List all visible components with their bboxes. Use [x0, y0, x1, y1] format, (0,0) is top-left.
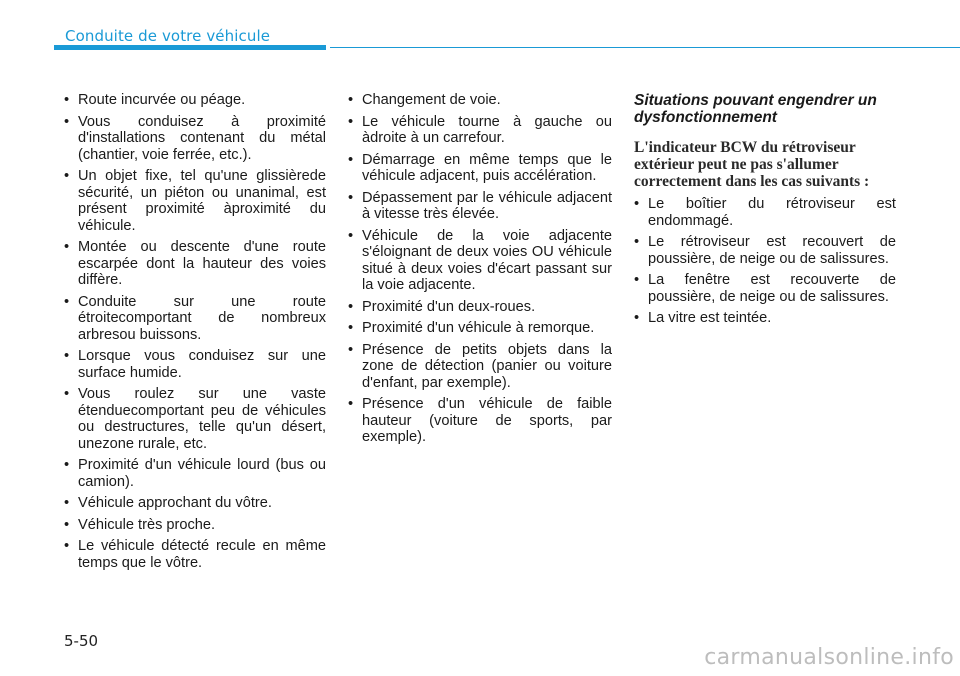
column-left: [64, 92, 326, 576]
list-item: • Vous conduisez à proximité d'installations contenant du métal (chantier, voie ferrée, etc.).: [64, 114, 326, 164]
list-item: • Présence d'un véhicule de faible hauteur (voiture de sports, par exemple).: [348, 396, 612, 446]
list-item: • Proximité d'un véhicule à remorque.: [348, 320, 612, 337]
lead-paragraph: L'indicateur BCW du rétroviseur extérieur peut ne pas s'allumer correctement dans les cas suivants :: [634, 139, 870, 190]
watermark: carmanualsonline.info: [704, 645, 954, 670]
list-item: • Route incurvée ou péage.: [64, 92, 326, 109]
list-item: • Le véhicule tourne à gauche ou àdroite à un carrefour.: [348, 114, 612, 147]
column-right: [634, 92, 896, 332]
list-item: • La vitre est teintée.: [634, 310, 896, 327]
list-item: • Proximité d'un deux-roues.: [348, 299, 612, 316]
column-middle: [348, 92, 612, 451]
list-item: • Véhicule approchant du vôtre.: [64, 495, 326, 512]
list-item: • Un objet fixe, tel qu'une glissièrede sécurité, un piéton ou unanimal, est présent proximité àproximité du véhicule.: [64, 168, 326, 234]
list-item: • Dépassement par le véhicule adjacent à vitesse très élevée.: [348, 190, 612, 223]
bullet-list-middle: [348, 92, 612, 446]
list-item: • Montée ou descente d'une route escarpée dont la hauteur des voies diffère.: [64, 239, 326, 289]
header-rule-thin: [330, 47, 960, 48]
list-item: • Démarrage en même temps que le véhicule adjacent, puis accélération.: [348, 152, 612, 185]
list-item: • Lorsque vous conduisez sur une surface humide.: [64, 348, 326, 381]
list-item: • La fenêtre est recouverte de poussière, de neige ou de salissures.: [634, 272, 896, 305]
header-rule-thick: [54, 45, 326, 50]
list-item: • Conduite sur une route étroitecomportant de nombreux arbresou buissons.: [64, 294, 326, 344]
list-item: • Le boîtier du rétroviseur est endommagé.: [634, 196, 896, 229]
list-item: • Proximité d'un véhicule lourd (bus ou camion).: [64, 457, 326, 490]
list-item: • Présence de petits objets dans la zone de détection (panier ou voiture d'enfant, par exemple).: [348, 342, 612, 392]
bullet-list-right: [634, 196, 896, 327]
list-item: • Véhicule de la voie adjacente s'éloignant de deux voies OU véhicule situé à deux voies d'écart passant sur la voie adjacente.: [348, 228, 612, 294]
list-item: • Véhicule très proche.: [64, 517, 326, 534]
section-title: Conduite de votre véhicule: [65, 27, 271, 45]
page-number: 5-50: [64, 632, 99, 650]
list-item: • Le rétroviseur est recouvert de poussière, de neige ou de salissures.: [634, 234, 896, 267]
list-item: • Le véhicule détecté recule en même temps que le vôtre.: [64, 538, 326, 571]
list-item: • Changement de voie.: [348, 92, 612, 109]
bullet-list-left: [64, 92, 326, 571]
list-item: • Vous roulez sur une vaste étenduecomportant peu de véhicules ou destructures, telle qu'un désert, unezone rurale, etc.: [64, 386, 326, 452]
section-heading: Situations pouvant engendrer un dysfonctionnement: [634, 92, 877, 126]
